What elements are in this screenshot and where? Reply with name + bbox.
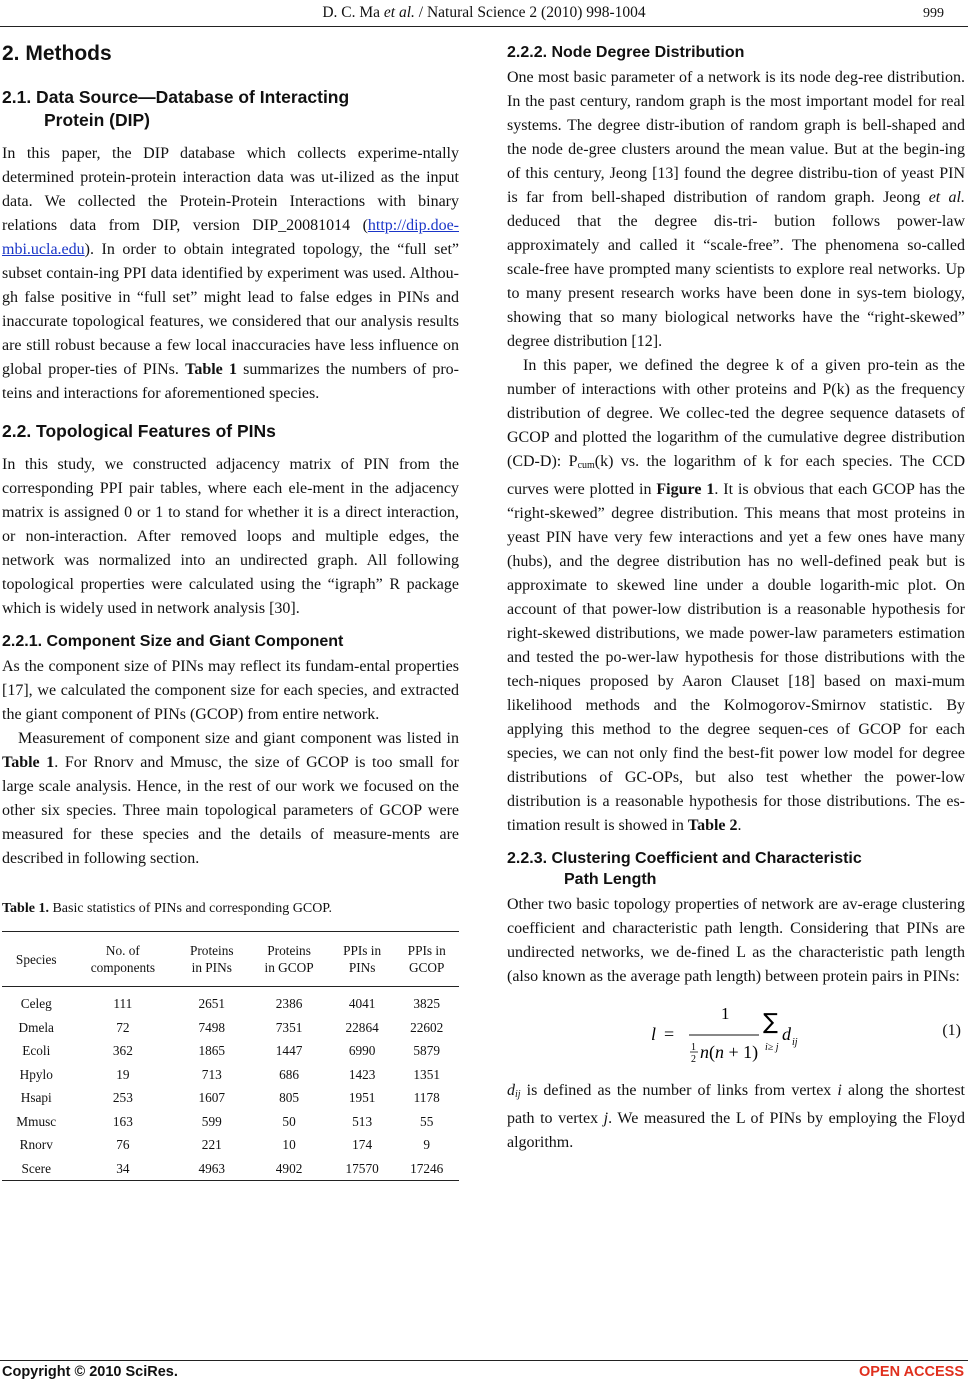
col-header-line: in PINs [191, 960, 232, 975]
copyright: Copyright © 2010 SciRes. [2, 1364, 178, 1380]
table-row [2, 1039, 459, 1063]
table-1 [2, 931, 459, 1181]
col-header-line: PPIs in [343, 943, 382, 958]
p-text: . For Rnorv and Mmusc, the size of GCOP is too small for large scale analysis. Hence, in the rest of our work we focused on the other six species. Three main topological parameters of GCOP were measured for these species and the details of measure-ments are described in following section. [2, 754, 459, 867]
table-cell: Hpylo [19, 1066, 53, 1082]
equation-1 [507, 995, 965, 1071]
section-2-1-heading-line2: Protein (DIP) [44, 110, 150, 130]
table-cell: Celeg [20, 996, 52, 1011]
spacer [507, 838, 965, 848]
table-cell: 4902 [275, 1160, 303, 1176]
table-cell: 111 [113, 996, 133, 1011]
eq-d: d [782, 1024, 791, 1044]
table-cell: Ecoli [22, 1043, 51, 1058]
equation-1-formula [647, 995, 787, 1071]
table-cell: 1607 [198, 1090, 226, 1105]
col-header-ppis-pins [330, 932, 395, 987]
table-cell: 22864 [345, 1019, 379, 1035]
table-cell: 3825 [413, 996, 440, 1011]
table-header-row [2, 932, 459, 987]
open-access-label: OPEN ACCESS [858, 1364, 964, 1380]
eq-sum-sign: ∑ [763, 1010, 778, 1035]
table-cell: 1423 [348, 1066, 376, 1082]
p-text: In this paper, we defined the degree k of a given pro-tein as the number of interactions with other proteins and P(k) as the frequency distribution of degree. We collec-ted the degree sequence datasets of GCOP and plotted the logarithm of the cumulative degree distribution (CD-D): P [507, 357, 965, 470]
table-row [2, 987, 459, 1016]
section-2-1-heading-line1: 2.1. Data Source—Database of Interacting [2, 87, 350, 107]
table-cell: 50 [282, 1113, 296, 1129]
footer-rule [0, 1360, 968, 1361]
dij-subscript-text: ij [515, 1089, 521, 1100]
vertex-i: i [837, 1082, 842, 1099]
table-cell: 1351 [413, 1066, 440, 1082]
table-cell: 1951 [348, 1090, 376, 1105]
table-cell: 10 [282, 1137, 296, 1152]
p-text: One most basic parameter of a network is its node deg-ree distribution. In the past century, random graph is the most important model for real systems. The degree distr-ibution of random graph is bell-shaped and the node de-gree clusters around the mean value. But at the begin-ing of this century, Jeong [13] found the degree distribu-tion of yeast PIN is far from bell-shaped distribution of random graph. Jeong [507, 69, 965, 206]
p-text: Measurement of component size and giant component was listed in [18, 730, 459, 747]
col-header-line: GCOP [408, 960, 445, 975]
col-header-species [2, 932, 70, 987]
eq-numerator: 1 [721, 1004, 730, 1023]
section-2-2-1-paragraph-2 [2, 727, 459, 871]
table-cell: 17246 [410, 1160, 444, 1176]
table-cell: 362 [112, 1043, 133, 1058]
table-cell: 34 [116, 1160, 130, 1176]
section-2-2-heading: 2.2. Topological Features of PINs [2, 421, 276, 441]
col-header-proteins-gcop [248, 932, 330, 987]
dij-symbol: d [507, 1082, 515, 1099]
table-row [2, 1133, 459, 1157]
eq-symbol-l: l [651, 1024, 657, 1044]
figure-1-ref: Figure 1 [656, 481, 715, 498]
table-row [2, 1110, 459, 1134]
col-header-line: No. of [105, 943, 140, 958]
table-cell: 55 [420, 1113, 434, 1129]
table-row [2, 1086, 459, 1110]
table-cell: 72 [116, 1019, 130, 1035]
col-header-components [70, 932, 175, 987]
p-text: . It is obvious that each GCOP has the “right-skewed” degree distribution. This means that most proteins in yeast PIN have very few interactions and yet a few ones have many (hubs), and the degree distribution has no well-defined peak but is approximate to skewed line under a double logarith-mic plot. On account of that power-low distribution is a reasonable hypothesis for right-skewed distributions, we made power-law parameters estimation and tested the po-wer-law hypothesis for those distributions with the tech-niques proposed by Aaron Clauset [18] based on maxi-mum likelihood methods and the Kolmogorov-Smirnov statistic. By applying this method to the degree sequen-ces of GCOP for each species, we can not only find the best-fit power low model for degree distributions of GC-OPs, but also test whether the power-low distribution is a reasonable hypothesis for those distributions. The es-timation result is showed in [507, 481, 966, 834]
p-text: In this paper, the DIP database which collects experime-ntally determined protein-protein interaction data was ut-ilized as the input data. We collected the Protein-Protein Interactions with binary relations data from DIP, version DIP_20081014 ( [2, 145, 459, 234]
section-2-1-paragraph [2, 142, 459, 406]
footer [0, 1362, 968, 1382]
p-text: deduced that the degree dis-tri- bution follows power-law approximately and called it “scale-free”. The phenomena so-called scale-free have prompted many scientists to explore real networks. Up to many present research works have been done in sys-tem biology, showing that so many biological networks have the “right-skewed” degree distribution [12]. [507, 213, 965, 350]
table-cell: 22602 [410, 1019, 444, 1035]
table-row [2, 1016, 459, 1040]
table-cell: 17570 [345, 1160, 379, 1176]
table-cell: 1447 [275, 1043, 303, 1058]
col-header-ppis-gcop [394, 932, 459, 987]
table-row [2, 1063, 459, 1087]
section-2-2-paragraph: In this study, we constructed adjacency matrix of PIN from the corresponding PPI pair tables, where each ele-ment in the adjacency matrix is assigned 0 or 1 to stand for whether it is a direct interaction, or non-interaction. After removed loops and multiple edges, the network was normalized into an undirected graph. All following topological properties were calculated using the “igraph” R package which is widely used in network analysis [30]. [2, 456, 459, 617]
table-cell: 713 [201, 1066, 222, 1082]
table-row [2, 1157, 459, 1181]
p-text: summarizes the numbers of pro-teins and interactions for aforementioned species. [2, 361, 460, 402]
left-column [2, 42, 459, 1181]
eq-denominator: n(n + 1) [700, 1042, 759, 1062]
table-cell: 163 [112, 1113, 133, 1129]
col-header-line: Species [15, 951, 57, 967]
running-header [0, 4, 968, 26]
subscript-cum: cum [577, 460, 595, 471]
section-2-1-heading [2, 86, 459, 132]
table-cell: Dmela [18, 1019, 54, 1035]
table-cell: 4963 [198, 1160, 226, 1176]
col-header-proteins-pins [175, 932, 248, 987]
table-1-caption [2, 901, 459, 917]
running-title-suffix: / Natural Science 2 (2010) 998-1004 [414, 4, 646, 21]
table-caption-text: Basic statistics of PINs and corresponding GCOP. [48, 901, 333, 916]
table-cell: 7351 [275, 1019, 303, 1035]
col-header-line: components [90, 960, 155, 975]
running-title [0, 4, 968, 22]
table-cell: 6990 [348, 1043, 376, 1058]
table-cell: 221 [201, 1137, 222, 1152]
section-2-2-3-heading [507, 848, 965, 890]
table-cell: Rnorv [19, 1137, 53, 1152]
p-text: . We measured the L of PINs by employing the Floyd algorithm. [507, 1110, 966, 1151]
table-cell: 7498 [198, 1019, 226, 1035]
table-cell: 9 [423, 1137, 431, 1152]
table-caption-label: Table 1. [2, 901, 49, 916]
running-title-etal: et al. [383, 4, 415, 21]
table-cell: 805 [279, 1090, 300, 1105]
header-rule [0, 26, 968, 27]
col-header-line: Proteins [267, 943, 311, 958]
table-cell: 599 [201, 1113, 222, 1129]
section-2-2-3-paragraph-1: Other two basic topology properties of network are av-erage clustering coefficient and characteristic path length. Considering that PINs are undirected networks, we de-fined L as the characteristic path length (also known as the average path length) between protein pairs in PINs: [507, 896, 965, 985]
p-text: . [737, 817, 742, 834]
p-text: (k) vs. the logarithm of k for each species. The CCD curves were plotted in [507, 453, 966, 498]
table-cell: 76 [116, 1137, 130, 1152]
section-2-2-2-heading: 2.2.2. Node Degree Distribution [507, 44, 745, 61]
table-cell: 253 [112, 1090, 133, 1105]
running-title-prefix: D. C. Ma [322, 4, 384, 21]
table-cell: 2386 [275, 996, 303, 1011]
section-2-2-2-paragraph-2 [507, 354, 965, 838]
p-text: is defined as the number of links from vertex [520, 1082, 838, 1099]
table-cell: 5879 [413, 1043, 440, 1058]
vertex-j: j [603, 1110, 609, 1127]
section-2-2-1-heading: 2.2.1. Component Size and Giant Component [2, 633, 344, 650]
table-cell: 19 [116, 1066, 130, 1082]
table-1-ref: Table 1 [185, 361, 237, 378]
col-header-line: PINs [348, 960, 376, 975]
equation-1-dij [782, 995, 812, 1071]
section-2-2-3-heading-line1: 2.2.3. Clustering Coefficient and Characteristic [507, 850, 862, 867]
col-header-line: PPIs in [407, 943, 446, 958]
eq-sum-index: i≥ j [765, 1042, 779, 1053]
table-cell: 1178 [413, 1090, 440, 1105]
table-cell: Hsapi [20, 1090, 52, 1105]
table-cell: 513 [352, 1113, 373, 1129]
equation-number: (1) [942, 1022, 961, 1039]
table-cell: 4041 [348, 996, 376, 1011]
col-header-line: Proteins [189, 943, 234, 958]
section-2-2-3-paragraph-2 [507, 1079, 965, 1155]
spacer [2, 406, 459, 420]
col-header-line: in GCOP [264, 960, 314, 975]
section-2-2-3-heading-line2: Path Length [564, 871, 657, 888]
p-text: ). In order to obtain integrated topology, the “full set” subset contain-ing PPI data identified by experiment was used. Althou-gh false positive in “full set” might lead to false edges in PINs and inaccurate topological features, we considered that our analysis results are still robust because a few local inaccuracies have less influence on global proper-ties of PINs. [2, 241, 459, 378]
table-cell: Scere [21, 1160, 51, 1176]
right-column [507, 42, 965, 1155]
spacer [2, 621, 459, 631]
table-cell: Mmusc [16, 1113, 57, 1129]
eq-d-subscript: ij [792, 1037, 798, 1048]
table-cell: 2651 [198, 996, 226, 1011]
p-text: along the shortest path to vertex [507, 1082, 966, 1127]
dip-link[interactable]: http://dip.doe-mbi.ucla.edu [2, 217, 459, 258]
section-2-2-2-paragraph-1 [507, 66, 965, 354]
table-cell: 1865 [198, 1043, 226, 1058]
table-2-ref: Table 2 [687, 817, 738, 834]
eq-half-den: 2 [691, 1054, 696, 1065]
eq-symbol-equals: = [664, 1024, 675, 1044]
et-al: et al. [928, 189, 965, 206]
methods-heading: 2. Methods [2, 42, 112, 65]
table-1-ref: Table 1 [2, 754, 55, 771]
page-number: 999 [923, 6, 944, 21]
section-2-2-1-paragraph-1: As the component size of PINs may reflect its fundam-ental properties [17], we calculated the component size for each species, and extracted the giant component of PINs (GCOP) from entire network. [2, 658, 459, 723]
table-cell: 686 [279, 1066, 300, 1082]
eq-half-num: 1 [691, 1042, 696, 1053]
table-cell: 174 [352, 1137, 373, 1152]
